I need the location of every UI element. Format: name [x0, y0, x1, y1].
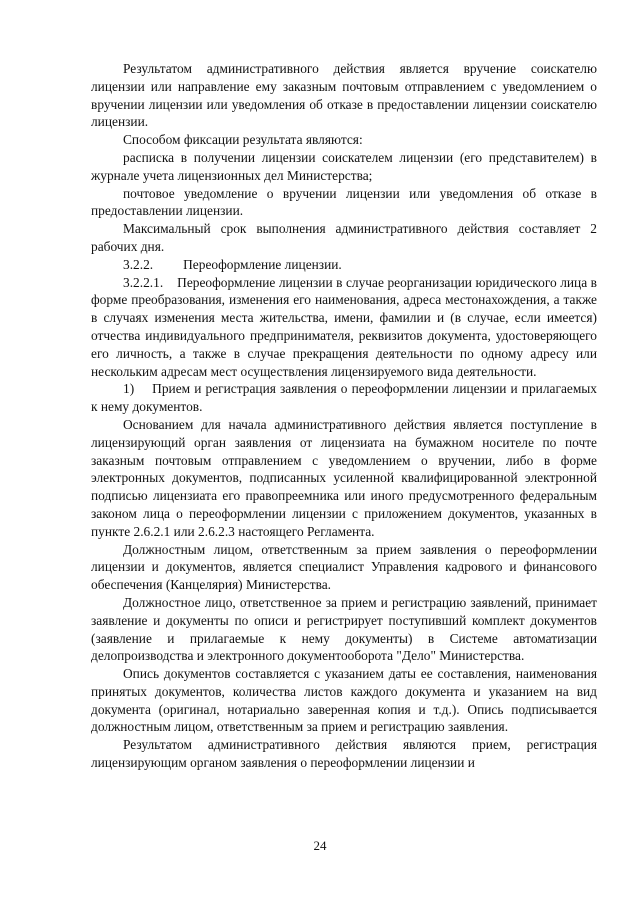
page-number: 24: [313, 838, 327, 853]
paragraph: Способом фиксации результата являются:: [123, 132, 363, 148]
paragraph: Опись документов составляется с указанием даты ее составления, наименования принятых документов, количества листов каждого документа и указанием на вид документа (оригинал, нотариально заверенная копия и т.д.). Опись подписывается должностным лицом, ответственным за прием и регистрацию заявления.: [91, 666, 597, 735]
paragraph: расписка в получении лицензии соискателем лицензии (его представителем) в журнале учета лицензионных дел Министерства;: [91, 149, 597, 183]
subsection-text: Переоформление лицензии в случае реорганизации юридического лица в форме преобразования, изменения его наименования, адреса местонахождения, а также в случаях изменения места жительства, имени, фамилии и (в случае, если имеется) отчества индивидуального предпринимателя, реквизитов документа, удостоверяющего его личность, а также в случае прекращения деятельности по одному адресу или нескольким адресам мест осуществления лицензируемого вида деятельности.: [91, 274, 597, 379]
subsection-number: 3.2.2.1.: [123, 274, 164, 290]
paragraph: Результатом административного действия является вручение соискателю лицензии или направление ему заказным почтовым отправлением с уведомлением о вручении лицензии или уведомления об отказе в предоставлении лицензии соискателю лицензии.: [91, 61, 597, 130]
paragraph: Основанием для начала административного действия является поступление в лицензирующий орган заявления от лицензиата на бумажном носителе по почте заказным почтовым отправлением с уведомлением о вручении, либо в форме электронных документов, подписанных усиленной квалифицированной электронной подписью лицензиата его правопреемника или иного предусмотренного федеральным законом лица о переоформлении лицензии с приложением документов, указанных в пункте 2.6.2.1 или 2.6.2.3 настоящего Регламента.: [91, 416, 597, 539]
section-number: 3.2.2.: [123, 256, 154, 272]
list-item-number: 1): [123, 381, 135, 397]
paragraph: Должностное лицо, ответственное за прием и регистрацию заявлений, принимает заявление и документы по описи и регистрирует поступивший комплект документов (заявление и прилагаемые к нему документы) в Системе автоматизации делопроизводства и электронного документооборота "Дело" Министерства.: [91, 594, 597, 664]
paragraph: Результатом административного действия являются прием, регистрация лицензирующим органом заявления о переоформлении лицензии и: [91, 737, 597, 771]
subsection-paragraph: [91, 274, 597, 381]
list-item: [91, 380, 597, 416]
paragraph: Должностным лицом, ответственным за прием заявления о переоформлении лицензии и документов, является специалист Управления кадрового и финансового обеспечения (Канцелярия) Министерства.: [91, 541, 597, 593]
section-title: Переоформление лицензии.: [183, 256, 342, 272]
section-heading: [91, 256, 597, 274]
list-item-text: Прием и регистрация заявления о переоформлении лицензии и прилагаемых к нему документов.: [91, 381, 597, 415]
paragraph: почтовое уведомление о вручении лицензии или уведомления об отказе в предоставлении лицензии.: [91, 185, 597, 219]
document-body: [91, 60, 597, 772]
paragraph: Максимальный срок выполнения административного действия составляет 2 рабочих дня.: [91, 221, 597, 254]
